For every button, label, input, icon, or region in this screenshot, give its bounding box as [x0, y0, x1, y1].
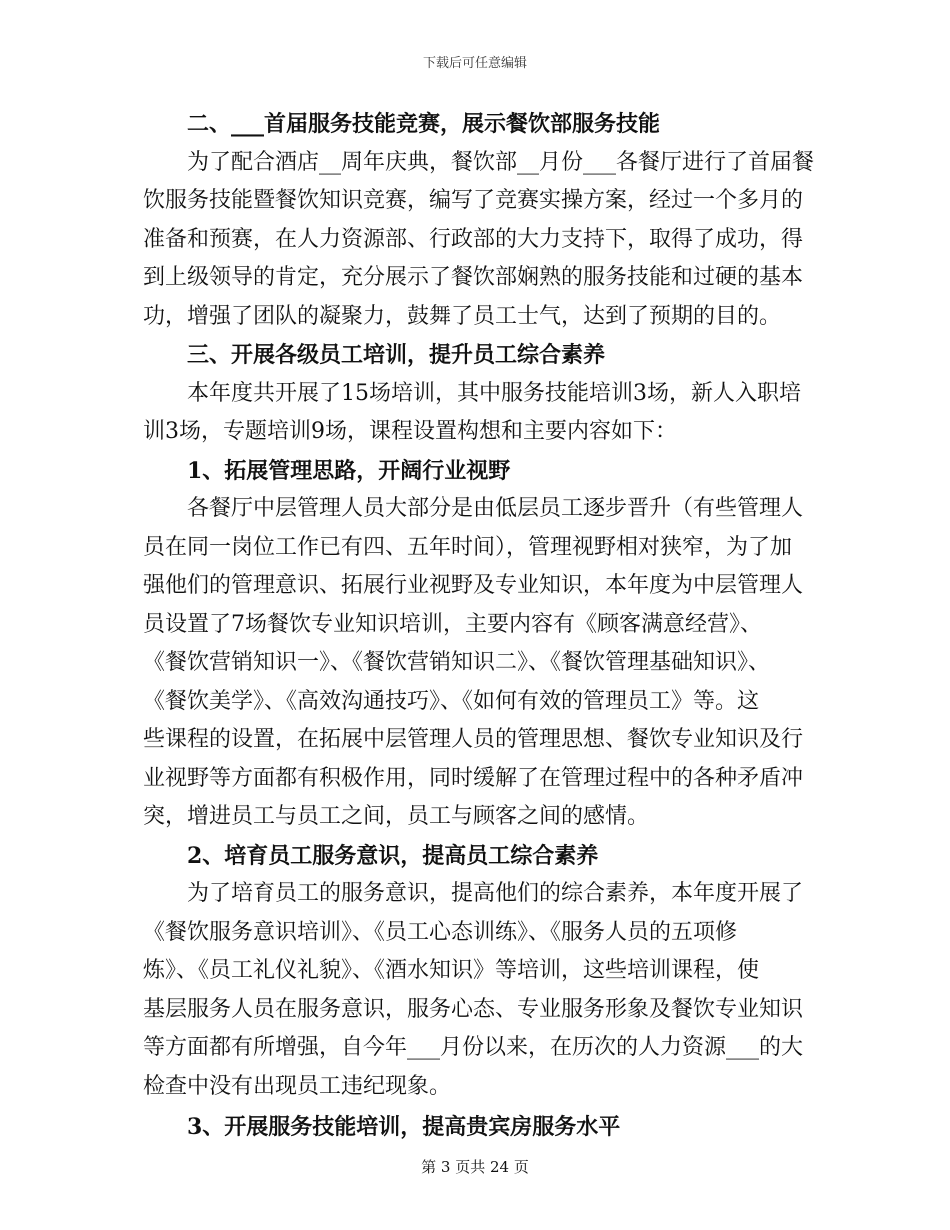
subsection-heading: 1、拓展管理思路，开阔行业视野: [187, 457, 511, 484]
paragraph-line: 饮服务技能暨餐饮知识竞赛，编写了竞赛实操方案，经过一个多月的: [143, 188, 804, 213]
paragraph-line: 训3场，专题培训9场，课程设置构想和主要内容如下：: [143, 419, 677, 444]
paragraph-line: 炼》、《员工礼仪礼貌》、《酒水知识》等培训，这些培训课程，使: [143, 958, 760, 983]
subsection-heading: 3、开展服务技能培训，提高贵宾房服务水平: [187, 1114, 621, 1140]
paragraph-line: 功，增强了团队的凝聚力，鼓舞了员工士气，达到了预期的目的。: [143, 303, 782, 329]
paragraph-line: 员设置了7场餐饮专业知识培训，主要内容有《顾客满意经营》、: [143, 611, 762, 637]
paragraph-line: 为了配合酒店__周年庆典，餐饮部__月份___各餐厅进行了首届餐: [187, 149, 815, 175]
paragraph-line: 各餐厅中层管理人员大部分是由低层员工逐步晋升（有些管理人: [187, 496, 804, 521]
paragraph-line: 检查中没有出现员工违纪现象。: [143, 1073, 452, 1099]
section-heading: 二、___首届服务技能竞赛，展示餐饮部服务技能: [187, 111, 661, 137]
paragraph-line: 《餐饮营销知识一》、《餐饮营销知识二》、《餐饮管理基础知识》、: [143, 650, 771, 675]
paragraph-line: 业视野等方面都有积极作用，同时缓解了在管理过程中的各种矛盾冲: [143, 765, 804, 791]
page-header: 下载后可任意编辑: [422, 56, 527, 71]
subsection-heading: 2、培育员工服务意识，提高员工综合素养: [187, 842, 599, 869]
paragraph-line: 等方面都有所增强，自今年___月份以来，在历次的人力资源___的大: [143, 1035, 804, 1060]
paragraph-line: 准备和预赛，在人力资源部、行政部的大力支持下，取得了成功，得: [143, 226, 804, 252]
document-body: [143, 105, 815, 1147]
paragraph-line: 为了培育员工的服务意识，提高他们的综合素养，本年度开展了: [187, 881, 804, 906]
paragraph-line: 基层服务人员在服务意识，服务心态、专业服务形象及餐饮专业知识: [143, 996, 804, 1022]
paragraph-line: 些课程的设置，在拓展中层管理人员的管理思想、餐饮专业知识及行: [143, 727, 804, 752]
page-number: 第 3 页共 24 页: [421, 1158, 529, 1176]
paragraph-line: 《餐饮美学》、《高效沟通技巧》、《如何有效的管理员工》等。这: [143, 688, 760, 714]
paragraph-line: 到上级领导的肯定，充分展示了餐饮部娴熟的服务技能和过硬的基本: [143, 265, 804, 290]
paragraph-line: 本年度共开展了15场培训，其中服务技能培训3场，新人入职培: [187, 380, 801, 406]
section-heading: 三、开展各级员工培训，提升员工综合素养: [187, 342, 606, 368]
paragraph-line: 员在同一岗位工作已有四、五年时间），管理视野相对狭窄，为了加: [143, 534, 793, 560]
paragraph-line: 强他们的管理意识、拓展行业视野及专业知识，本年度为中层管理人: [143, 573, 804, 598]
paragraph-line: 《餐饮服务意识培训》、《员工心态训练》、《服务人员的五项修: [143, 919, 738, 945]
paragraph-line: 突，增进员工与员工之间，员工与顾客之间的感情。: [143, 804, 650, 829]
